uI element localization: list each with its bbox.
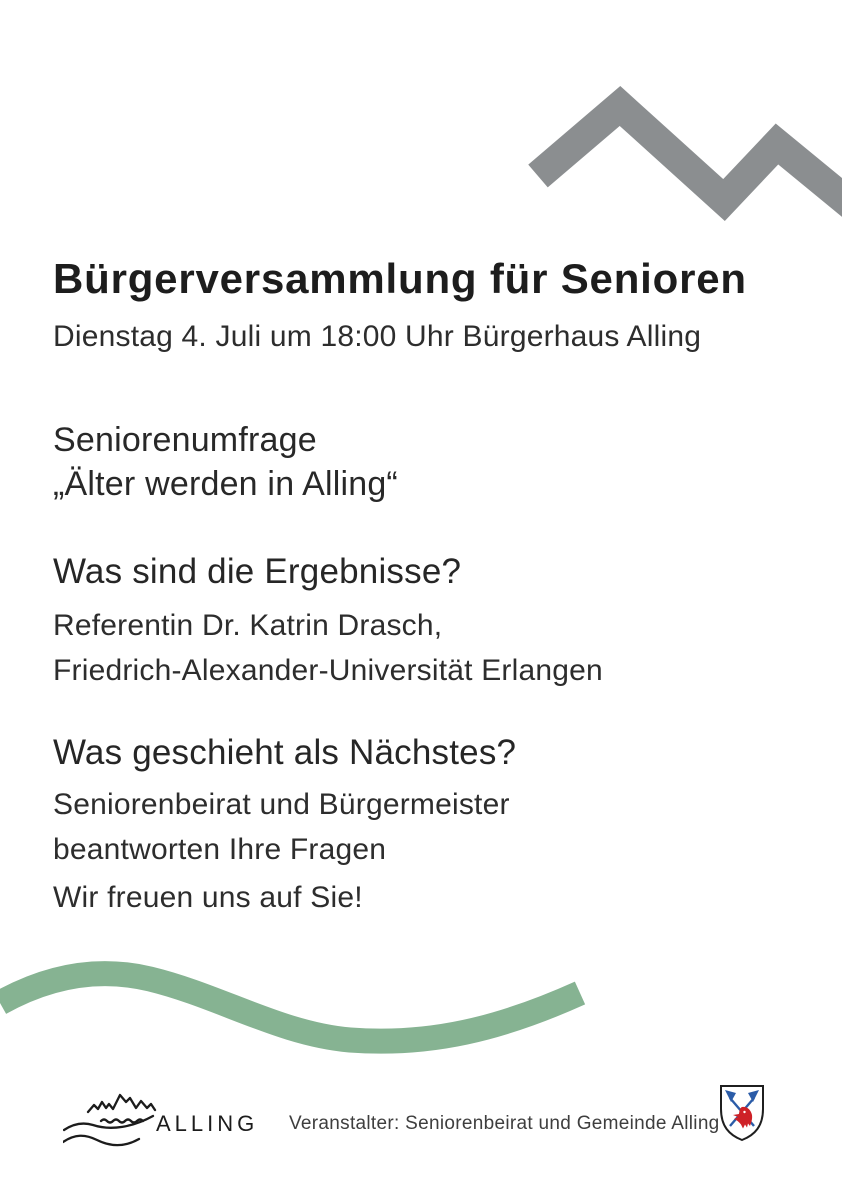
results-speaker-line-1: Referentin Dr. Katrin Drasch,: [53, 609, 443, 642]
results-speaker-line-2: Friedrich-Alexander-Universität Erlangen: [53, 654, 603, 687]
water-swoosh-lower: [63, 1136, 139, 1145]
next-steps-line-2: beantworten Ihre Fragen: [53, 833, 387, 866]
page-title: Bürgerversammlung für Senioren: [53, 255, 747, 302]
mountain-ridge-line: [88, 1095, 155, 1112]
alling-logo-icon: [63, 1086, 157, 1158]
closing-line: Wir freuen uns auf Sie!: [53, 881, 363, 914]
zigzag-line: [538, 106, 842, 232]
coat-of-arms-icon: [718, 1083, 766, 1143]
next-steps-heading: Was geschieht als Nächstes?: [53, 733, 517, 772]
mountain-zigzag-icon: [0, 0, 842, 280]
wave-icon: [0, 935, 842, 1075]
next-steps-line-1: Seniorenbeirat und Bürgermeister: [53, 788, 510, 821]
logo-wordmark: ALLING: [156, 1111, 259, 1136]
event-date-location: Dienstag 4. Juli um 18:00 Uhr Bürgerhaus Alling: [53, 320, 702, 353]
eagle-eye: [743, 1111, 745, 1113]
survey-line-2: „Älter werden in Alling“: [53, 465, 398, 503]
survey-line-1: Seniorenumfrage: [53, 421, 317, 459]
wave-line: [0, 974, 580, 1042]
organizer-text: Veranstalter: Seniorenbeirat und Gemeinde Alling: [289, 1113, 720, 1134]
logo-strokes: [63, 1095, 155, 1145]
results-heading: Was sind die Ergebnisse?: [53, 552, 462, 591]
